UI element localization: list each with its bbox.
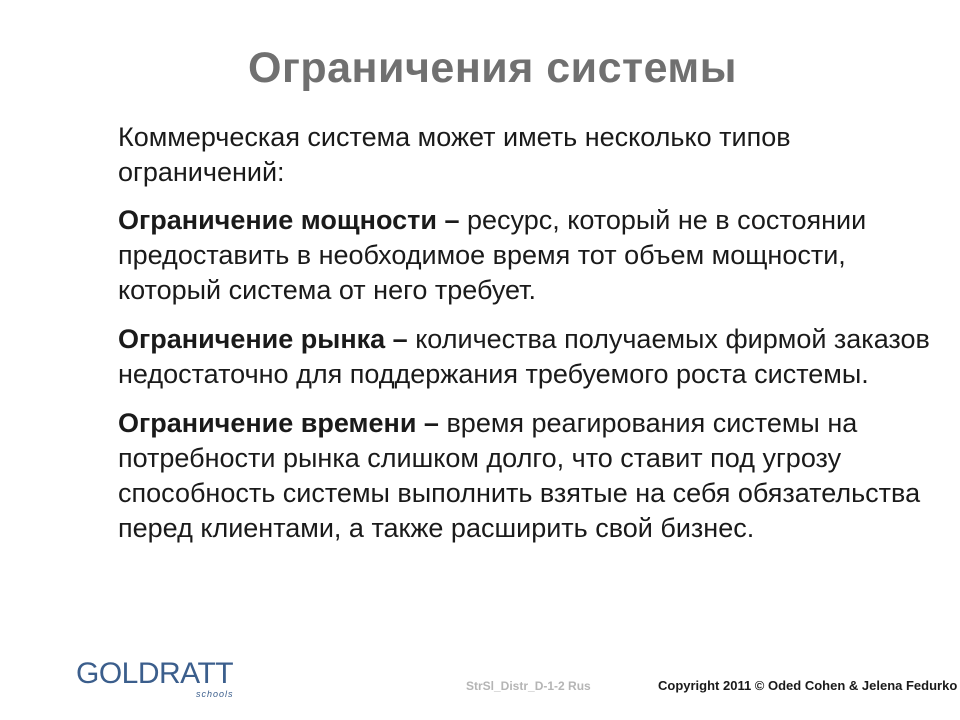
definition-market: количества получаемых фирмой заказов недостаточно для поддержания требуемого роста системы. bbox=[118, 324, 930, 389]
slide-title: Ограничения системы bbox=[248, 44, 737, 92]
logo-wordmark: GOLDRATT bbox=[76, 657, 234, 690]
definition-capacity: ресурс, который не в состоянии предоставить в необходимое время тот объем мощности, который система от него требует. bbox=[118, 205, 867, 305]
logo-subtitle: schools bbox=[196, 689, 234, 699]
slide-body bbox=[118, 120, 938, 560]
copyright-notice: Copyright 2011 © Oded Cohen & Jelena Fedurko bbox=[658, 678, 958, 693]
term-time: Ограничение времени – bbox=[118, 408, 439, 438]
slide-code: StrSl_Distr_D-1-2 Rus bbox=[466, 679, 591, 693]
definition-time: время реагирования системы на потребности рынка слишком долго, что ставит под угрозу способность системы выполнить взятые на себя обязательства перед клиентами, а также расширить свой бизнес. bbox=[118, 408, 921, 543]
paragraph-time-constraint bbox=[118, 406, 938, 546]
term-capacity: Ограничение мощности – bbox=[118, 205, 460, 235]
paragraph-capacity-constraint bbox=[118, 203, 938, 308]
goldratt-logo bbox=[76, 657, 234, 699]
paragraph-market-constraint bbox=[118, 322, 938, 392]
intro-text: Коммерческая система может иметь несколько типов ограничений: bbox=[118, 122, 791, 187]
term-market: Ограничение рынка – bbox=[118, 324, 408, 354]
